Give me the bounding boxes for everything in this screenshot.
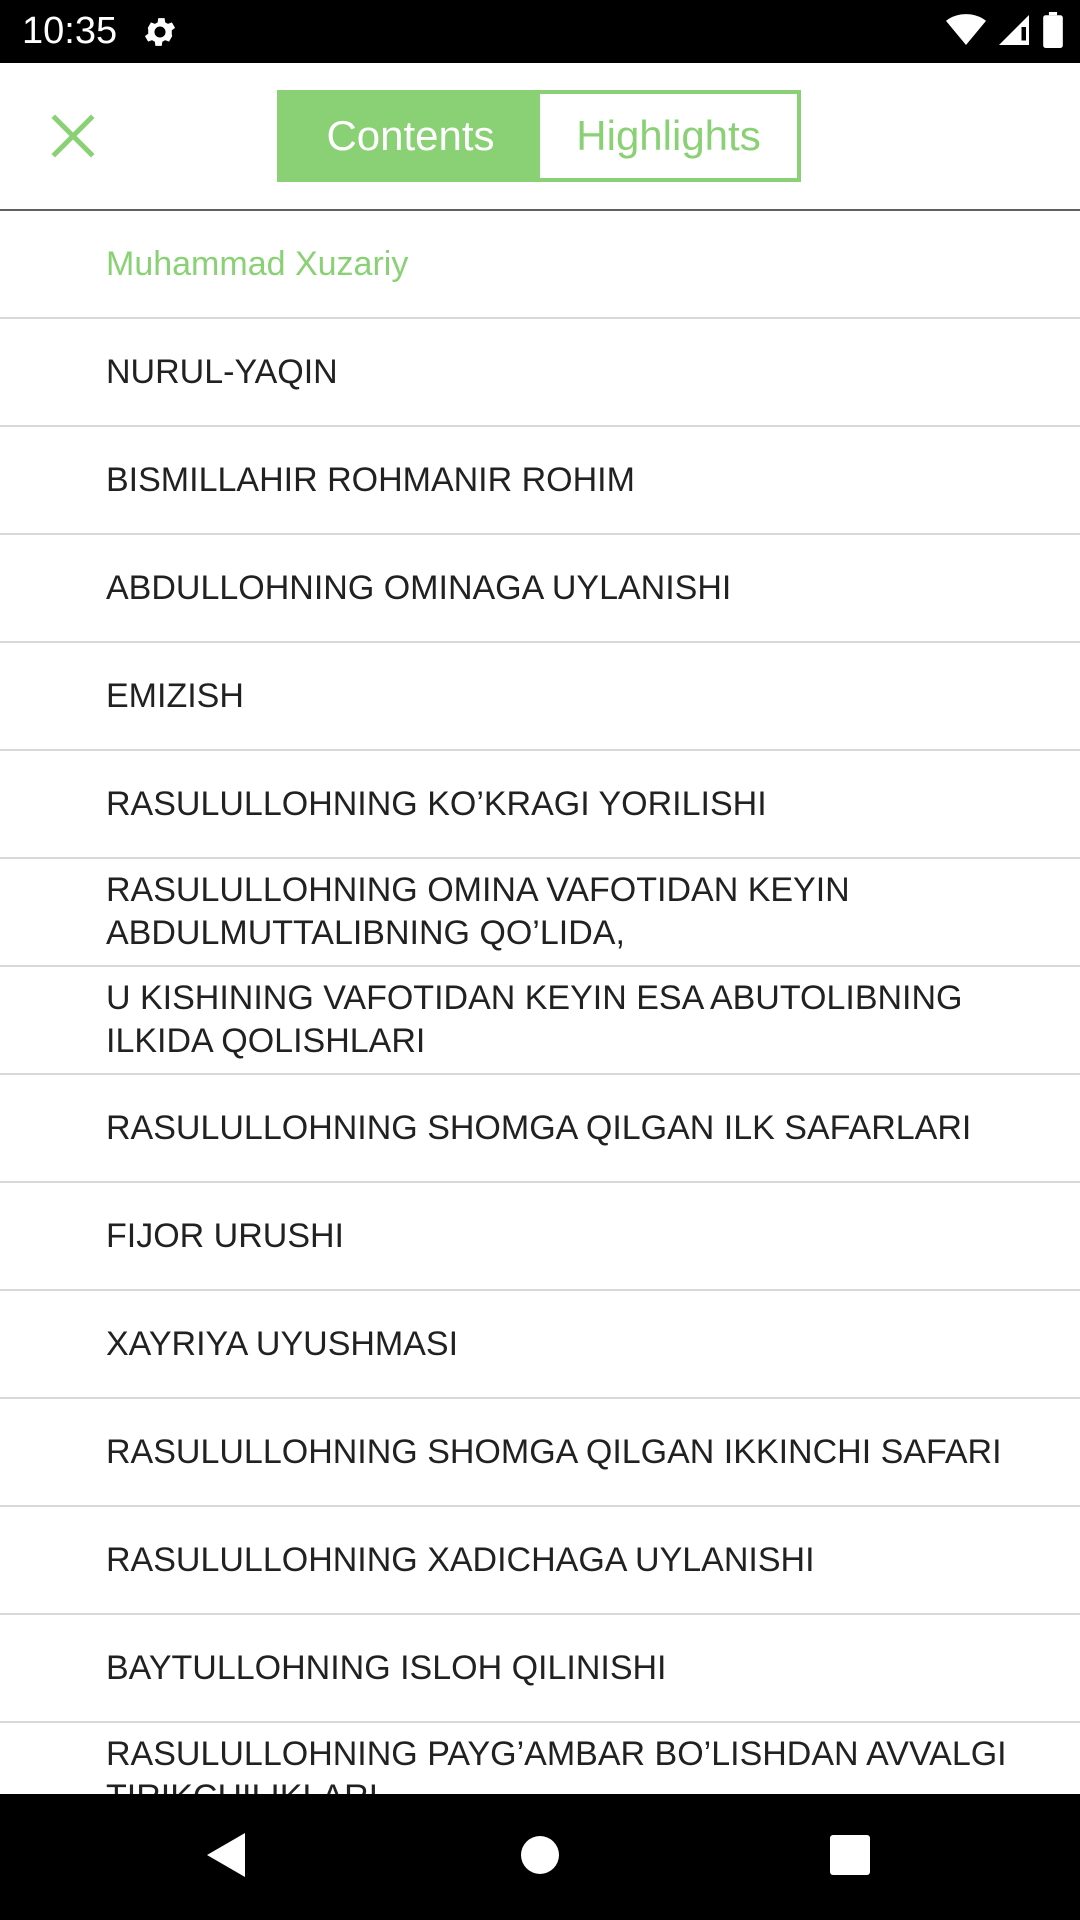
status-icons [946, 12, 1064, 52]
tab-contents[interactable]: Contents [281, 94, 540, 178]
list-item[interactable] [0, 1507, 1080, 1615]
home-icon [520, 1835, 560, 1880]
list-item-label: NURUL-YAQIN [106, 352, 338, 391]
list-item[interactable] [0, 1183, 1080, 1291]
recents-button[interactable] [820, 1827, 880, 1887]
list-item-label: RASULULLOHNING SHOMGA QILGAN IKKINCHI SAFARI [106, 1432, 1002, 1471]
list-item[interactable] [0, 751, 1080, 859]
list-item[interactable] [0, 1615, 1080, 1723]
wifi-icon [946, 13, 986, 52]
list-item-label: XAYRIYA UYUSHMASI [106, 1324, 459, 1363]
list-item[interactable] [0, 859, 1080, 967]
back-icon [203, 1831, 247, 1884]
close-icon [51, 114, 95, 163]
close-button[interactable] [40, 105, 106, 171]
list-item-label: EMIZISH [106, 676, 244, 715]
list-item[interactable] [0, 1075, 1080, 1183]
recents-icon [830, 1835, 870, 1880]
list-item[interactable] [0, 535, 1080, 643]
home-button[interactable] [510, 1827, 570, 1887]
tab-highlights[interactable]: Highlights [540, 94, 797, 178]
list-item-label: ABDULLOHNING OMINAGA UYLANISHI [106, 568, 732, 607]
list-item-label: Muhammad Xuzariy [106, 244, 409, 283]
contents-list [0, 211, 1080, 1794]
battery-icon [1042, 12, 1064, 53]
status-bar [0, 0, 1080, 63]
cell-signal-icon [996, 12, 1032, 53]
list-item[interactable] [0, 319, 1080, 427]
list-item[interactable] [0, 1291, 1080, 1399]
list-item-label: BAYTULLOHNING ISLOH QILINISHI [106, 1648, 667, 1687]
back-button[interactable] [195, 1827, 255, 1887]
navigation-bar [0, 1794, 1080, 1920]
list-item[interactable] [0, 427, 1080, 535]
list-item[interactable] [0, 643, 1080, 751]
list-item-label: RASULULLOHNING KO’KRAGI YORILISHI [106, 784, 767, 823]
gear-icon [141, 13, 179, 51]
list-item[interactable] [0, 967, 1080, 1075]
list-item-label: U KISHINING VAFOTIDAN KEYIN ESA ABUTOLIBNING ILKIDA QOLISHLARI [106, 979, 963, 1060]
list-item-label: BISMILLAHIR ROHMANIR ROHIM [106, 460, 635, 499]
list-item-label: FIJOR URUSHI [106, 1216, 344, 1255]
list-item-label: RASULULLOHNING OMINA VAFOTIDAN KEYIN ABDULMUTTALIBNING QO’LIDA, [106, 871, 850, 952]
tab-switcher [277, 90, 801, 182]
list-item-label: RASULULLOHNING PAYG’AMBAR BO’LISHDAN AVVALGI [106, 1735, 1007, 1773]
list-item-label: RASULULLOHNING XADICHAGA UYLANISHI [106, 1540, 815, 1579]
status-time: 10:35 [22, 10, 118, 52]
list-item-label: RASULULLOHNING SHOMGA QILGAN ILK SAFARLARI [106, 1108, 972, 1147]
header [0, 63, 1080, 211]
list-item[interactable] [0, 211, 1080, 319]
list-item[interactable] [0, 1399, 1080, 1507]
